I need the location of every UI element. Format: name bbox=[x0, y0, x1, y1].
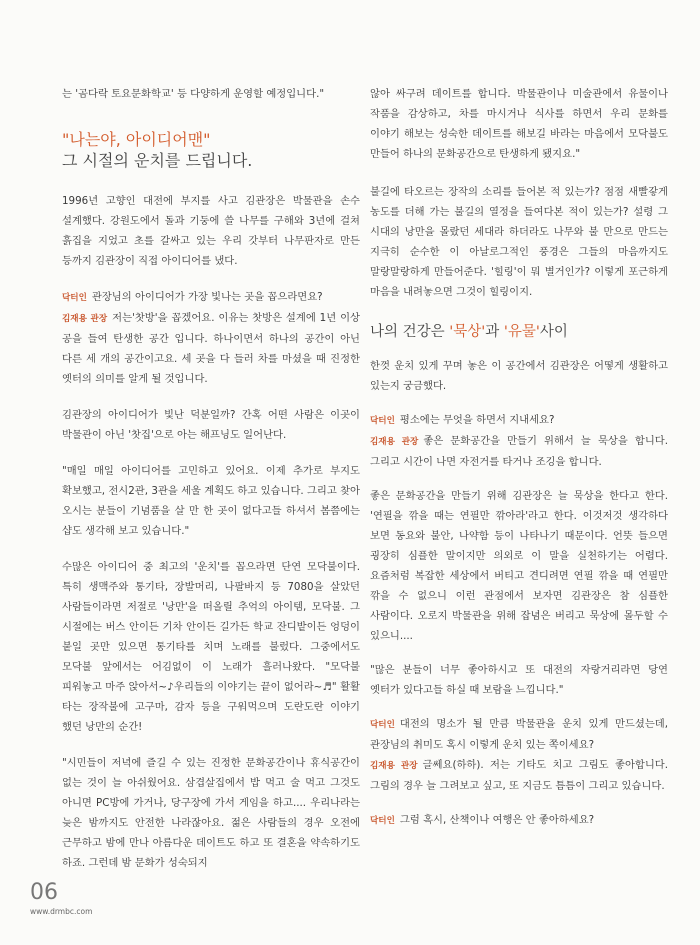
quote-paragraph: "시민들이 저녁에 즐길 수 있는 진정한 문화공간이나 휴식공간이 없는 것이 늘 아쉬웠어요. 삼겹살집에서 밥 먹고 술 먹고 그것도 아니면 PC방에 가거나, 당구장에 가서 게임을 하고.... 우리나라는 늦은 밤까지도 안전한 나라잖아요. 젊은 사람들의 경우 오전에 근무하고 밤에 만나 아름다운 데이트도 하고 또 결혼을 약속하기도 하죠. 그런데 밤 문화가 성숙되지 bbox=[62, 757, 360, 869]
section-heading-idea bbox=[62, 129, 360, 171]
heading-subtitle: 그 시절의 운치를 드립니다. bbox=[62, 151, 253, 170]
qa-answer: 김재용 관장 저는'찻방'을 꼽겠어요. 이유는 찻방은 설계에 1년 이상 공을 들여 탄생한 공간 입니다. 하나이면서 하나의 공간이 아닌 다른 세 개의 공간이고요. 세 곳을 다 들러 차를 마셨을 때 진정한 옛터의 의미를 알게 될 것입니다. bbox=[62, 312, 360, 385]
intro-paragraph: 는 '곰다락 토요문화학교' 등 다양하게 운영할 예정입니다." bbox=[62, 88, 325, 100]
body-paragraph: 한껏 운치 있게 꾸며 놓은 이 공간에서 김관장은 어떻게 생활하고 있는지 궁금했다. bbox=[370, 360, 668, 392]
right-column bbox=[370, 84, 668, 831]
speaker-label: 닥터인 bbox=[370, 416, 395, 426]
quote-paragraph: "많은 분들이 너무 좋아하시고 또 대전의 자랑거리라면 당연 옛터가 있다고들 하실 때 보람을 느낍니다." bbox=[370, 664, 668, 696]
body-paragraph: 김관장의 아이디어가 빛난 덕분일까? 간혹 어떤 사람은 이곳이 박물관이 아닌 '찻집'으로 아는 해프닝도 일어난다. bbox=[62, 409, 360, 441]
qa-answer: 김재용 관장 글쎄요(하하). 저는 기타도 치고 그림도 좋아합니다. 그림의 경우 늘 그려보고 싶고, 또 지금도 틈틈이 그리고 있습니다. bbox=[370, 759, 668, 792]
body-paragraph: 좋은 문화공간을 만들기 위해 김관장은 늘 묵상을 한다고 한다. '연필을 깎을 때는 연필만 깎아라'라고 한다. 이것저것 생각하다 보면 동요와 불안, 나약함 등이 나타나기 때문이다. 언뜻 들으면 굉장히 심플한 말이지만 의외로 이 말을 실천하기는 어렵다. 요즘처럼 복잡한 세상에서 버티고 견디려면 연필 깎을 때 연필만 깎을 수 없으니 이런 관점에서 보자면 김관장은 참 심플한 사람이다. 오로지 박물관을 위해 잡념은 버리고 묵상에 몰두할 수 있으니.... bbox=[370, 490, 668, 642]
speaker-label: 김재용 관장 bbox=[370, 761, 418, 771]
speaker-label: 닥터인 bbox=[62, 293, 87, 303]
body-paragraph: 수많은 아이디어 중 최고의 '운치'를 꼽으라면 단연 모닥불이다. 특히 생맥주와 통기타, 장발머리, 나팔바지 등 7080을 살았던 사람들이라면 저절로 '낭만'을 떠올릴 추억의 아이템, 모닥불. 그 시절에는 버스 안이든 기차 안이든 길가든 학교 잔디밭이든 엉덩이 붙일 곳만 있으면 통기타를 치며 노래를 불렀다. 그중에서도 모닥불 앞에서는 어김없이 이 노래가 흘러나왔다. "모닥불 피워놓고 마주 앉아서~♪우리들의 이야기는 끝이 없어라~♬" 활활 타는 장작불에 고구마, 감자 등을 구워먹으며 도란도란 이야기 했던 낭만의 순간! bbox=[62, 561, 360, 733]
body-paragraph: 불길에 타오르는 장작의 소리를 들어본 적 있는가? 점점 새빨갛게 농도를 더해 가는 불길의 열정을 들여다본 적이 있는가? 설령 그 시대의 낭만을 몰랐던 세대라 하더라도 나무와 불 만으로 만드는 지극히 순수한 이 아날로그적인 풍경은 그들의 마음까지도 말랑말랑하게 만들어준다. '힐링'이 뭐 별거인가? 이렇게 포근하게 마음을 내려놓으면 그것이 힐링이지. bbox=[370, 186, 668, 298]
page-number: 06 bbox=[30, 880, 58, 905]
qa-question: 닥터인 평소에는 무엇을 하면서 지내세요? bbox=[370, 414, 555, 426]
body-paragraph: 않아 싸구려 데이트를 합니다. 박물관이나 미술관에서 유물이나 작품을 감상하고, 차를 마시거나 식사를 하면서 우리 문화를 이야기 해보는 성숙한 데이트를 해보길 바라는 마음에서 모닥불도 만들어 하나의 문화공간으로 탄생하게 됐지요." bbox=[370, 88, 668, 160]
qa-answer: 김재용 관장 좋은 문화공간을 만들기 위해서 늘 묵상을 합니다. 그리고 시간이 나면 자전거를 타거나 조깅을 합니다. bbox=[370, 435, 668, 468]
qa-question: 닥터인 관장님의 아이디어가 가장 빛나는 곳을 꼽으라면요? bbox=[62, 291, 323, 303]
left-column bbox=[62, 84, 360, 873]
speaker-label: 닥터인 bbox=[370, 720, 395, 730]
section-heading-health: 나의 건강은 '묵상'과 '유물'사이 bbox=[370, 324, 568, 340]
body-paragraph: 1996년 고향인 대전에 부지를 사고 김관장은 박물관을 손수 설계했다. 강원도에서 돌과 기둥에 쓸 나무를 구해와 3년에 걸쳐 흙집을 지었고 초를 갈싸고 있는 우리 갓부터 나무판자로 만든 등까지 김관장이 직접 아이디어를 냈다. bbox=[62, 195, 360, 267]
qa-question: 닥터인 대전의 명소가 될 만큼 박물관을 운치 있게 만드셨는데, 관장님의 취미도 혹시 이렇게 운치 있는 쪽이세요? bbox=[370, 718, 668, 751]
footer-url: www.drmbc.com bbox=[30, 907, 93, 916]
speaker-label: 닥터인 bbox=[370, 816, 395, 826]
quote-paragraph: "매일 매일 아이디어를 고민하고 있어요. 이제 추가로 부지도 확보했고, 전시2관, 3관을 세울 계획도 하고 있습니다. 그리고 찾아 오시는 분들이 기념품을 살 만 한 곳이 없다고들 하셔서 봄쯤에는 샵도 생각해 보고 있습니다." bbox=[62, 465, 360, 537]
heading-quote: "나는야, 아이디어맨" bbox=[62, 130, 211, 149]
speaker-label: 김재용 관장 bbox=[370, 437, 419, 447]
qa-question: 닥터인 그럼 혹시, 산책이나 여행은 안 좋아하세요? bbox=[370, 814, 595, 826]
speaker-label: 김재용 관장 bbox=[62, 314, 108, 324]
